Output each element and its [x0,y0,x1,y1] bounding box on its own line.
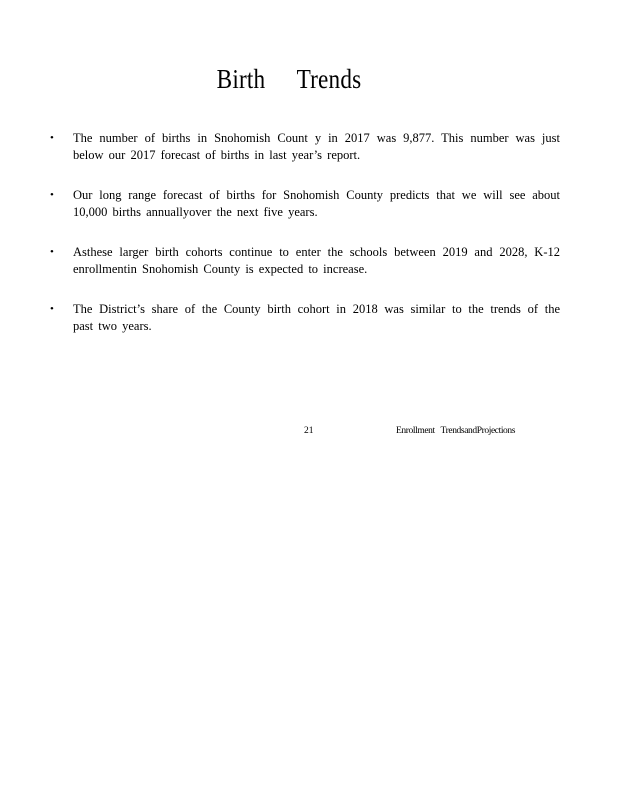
bullet-icon: • [50,132,54,144]
bullet-text: Asthese larger birth cohorts continue to enter the schools between 2019 and 2028, K-12 enrollmentin Snohomish County is expected to increase. [73,245,560,276]
list-item [50,130,560,163]
bullet-text: The District’s share of the County birth cohort in 2018 was similar to the trends of the past two years. [73,302,560,333]
page-number: 21 [304,426,314,436]
page-title: Birth Trends [216,64,362,94]
page-footer [0,424,618,438]
bullet-text: Our long range forecast of births for Snohomish County predicts that we will see about 10,000 births annuallyover the next five years. [73,188,560,219]
bullet-icon: • [50,189,54,201]
bullet-icon: • [50,246,54,258]
bullet-list [50,130,560,358]
list-item [50,301,560,334]
list-item [50,187,560,220]
list-item [50,244,560,277]
bullet-text: The number of births in Snohomish Count y in 2017 was 9,877. This number was just below our 2017 forecast of births in last year’s report. [73,131,560,162]
footer-caption: Enrollment TrendsandProjections [396,426,516,436]
bullet-icon: • [50,303,54,315]
